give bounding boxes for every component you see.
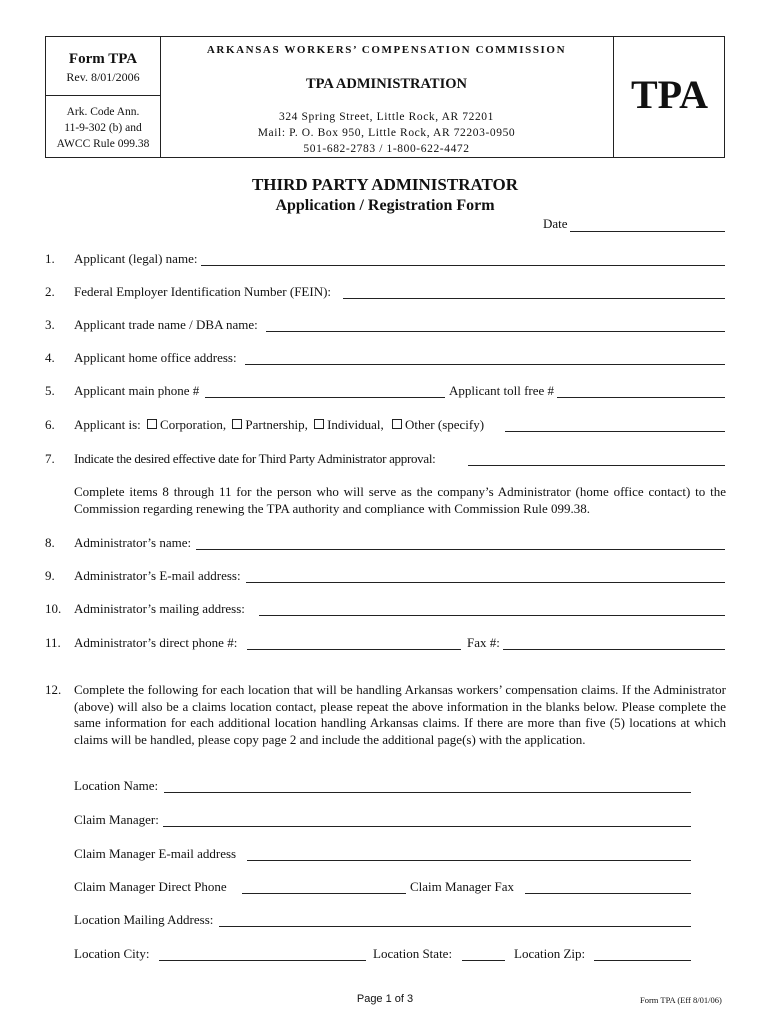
- effective-date-field[interactable]: [468, 465, 725, 466]
- address-line: 324 Spring Street, Little Rock, AR 72201: [278, 111, 495, 123]
- other-checkbox[interactable]: [392, 419, 402, 429]
- item-label: Administrator’s mailing address:: [74, 601, 245, 616]
- item-number: 4.: [45, 350, 55, 365]
- trade-name-field[interactable]: [266, 331, 725, 332]
- administrator-mailing-address-field[interactable]: [259, 615, 725, 616]
- item-number: 6.: [45, 417, 55, 432]
- location-label: Location Zip:: [514, 946, 586, 961]
- location-label: Location Mailing Address:: [74, 912, 214, 927]
- partnership-checkbox[interactable]: [232, 419, 242, 429]
- option-label: Individual,: [327, 417, 384, 432]
- location-label: Location City:: [74, 946, 150, 961]
- item-label: Applicant (legal) name:: [74, 251, 198, 266]
- form-revision: Rev. 8/01/2006: [66, 70, 140, 84]
- option-label: Partnership,: [245, 417, 308, 432]
- administrator-phone-field[interactable]: [247, 649, 461, 650]
- option-label: Corporation,: [160, 417, 227, 432]
- claim-manager-email-field[interactable]: [247, 860, 691, 861]
- individual-checkbox[interactable]: [314, 419, 324, 429]
- agency-address: [160, 109, 613, 157]
- form-badge: TPA: [630, 72, 709, 117]
- date-label: Date: [543, 216, 568, 231]
- location-name-field[interactable]: [164, 792, 691, 793]
- statute-line: Ark. Code Ann.: [66, 106, 140, 118]
- toll-free-field[interactable]: [557, 397, 725, 398]
- item-label: Applicant trade name / DBA name:: [74, 317, 258, 332]
- location-instructions: Complete the following for each location that will be handling Arkansas workers’ compensation claims. If the Administrator (above) will also be a claims location contact, please repeat the above information in the blanks below. Please complete the same information for each additional location handling Arkansas claims. If there are more than five (5) locations at which claims will be handled, please copy page 2 and include the additional page(s) with the application.: [74, 682, 726, 747]
- item-label: Administrator’s name:: [74, 535, 192, 550]
- administrator-name-field[interactable]: [196, 549, 725, 550]
- form-id: Form TPA: [68, 51, 138, 67]
- location-label: Location State:: [373, 946, 453, 961]
- division-name: TPA ADMINISTRATION: [305, 76, 467, 92]
- item-number: 2.: [45, 284, 55, 299]
- item-number: 12.: [45, 682, 62, 697]
- item-label: Applicant is:: [74, 417, 141, 432]
- location-city-field[interactable]: [159, 960, 366, 961]
- phone-line: 501-682-2783 / 1-800-622-4472: [303, 143, 470, 155]
- statute-line: AWCC Rule 099.38: [56, 138, 150, 150]
- claim-manager-fax-field[interactable]: [525, 893, 691, 894]
- option-label: Other (specify): [405, 417, 485, 432]
- header-box: [45, 36, 725, 158]
- date-field[interactable]: [570, 231, 725, 232]
- location-state-field[interactable]: [462, 960, 505, 961]
- location-label: Claim Manager:: [74, 812, 159, 827]
- form-title: THIRD PARTY ADMINISTRATOR: [251, 175, 519, 194]
- claim-manager-phone-field[interactable]: [242, 893, 406, 894]
- location-mailing-address-field[interactable]: [219, 926, 691, 927]
- item-label: Fax #:: [467, 635, 500, 650]
- agency-name: ARKANSAS WORKERS’ COMPENSATION COMMISSION: [206, 44, 567, 56]
- location-zip-field[interactable]: [594, 960, 691, 961]
- form-effective-date: Form TPA (Eff 8/01/06): [640, 995, 722, 1005]
- page-number: Page 1 of 3: [356, 993, 414, 1005]
- administrator-instructions: Complete items 8 through 11 for the person who will serve as the company’s Administrator (home office contact) to the Commission regarding renewing the TPA authority and compliance with Commission Rule 099.38.: [74, 484, 726, 516]
- corporation-checkbox[interactable]: [147, 419, 157, 429]
- item-number: 5.: [45, 383, 55, 398]
- claim-manager-field[interactable]: [163, 826, 691, 827]
- item-label: Applicant main phone #: [74, 383, 200, 398]
- main-phone-field[interactable]: [205, 397, 445, 398]
- item-label: Administrator’s direct phone #:: [74, 635, 238, 650]
- item-number: 10.: [45, 601, 62, 616]
- address-line: Mail: P. O. Box 950, Little Rock, AR 72203-0950: [257, 127, 516, 139]
- location-label: Claim Manager Fax: [410, 879, 514, 894]
- item-label: Indicate the desired effective date for Third Party Administrator approval:: [74, 451, 436, 466]
- item-label: Applicant home office address:: [74, 350, 237, 365]
- applicant-type-row: [74, 417, 484, 433]
- item-number: 7.: [45, 451, 55, 466]
- item-number: 11.: [45, 635, 61, 650]
- item-label: Applicant toll free #: [449, 383, 555, 398]
- administrator-fax-field[interactable]: [503, 649, 725, 650]
- location-label: Claim Manager E-mail address: [74, 846, 237, 861]
- item-label: Federal Employer Identification Number (FEIN):: [74, 284, 332, 299]
- administrator-email-field[interactable]: [246, 582, 725, 583]
- header-divider: [46, 95, 160, 96]
- item-label: Administrator’s E-mail address:: [74, 568, 241, 583]
- other-specify-field[interactable]: [505, 431, 725, 432]
- home-office-address-field[interactable]: [245, 364, 725, 365]
- fein-field[interactable]: [343, 298, 725, 299]
- statute-reference: [46, 104, 160, 152]
- applicant-legal-name-field[interactable]: [201, 265, 725, 266]
- item-number: 8.: [45, 535, 55, 550]
- item-number: 9.: [45, 568, 55, 583]
- item-number: 3.: [45, 317, 55, 332]
- location-label: Claim Manager Direct Phone: [74, 879, 227, 894]
- form-subtitle: Application / Registration Form: [275, 197, 495, 214]
- statute-line: 11-9-302 (b) and: [64, 122, 142, 134]
- item-number: 1.: [45, 251, 55, 266]
- location-label: Location Name:: [74, 778, 159, 793]
